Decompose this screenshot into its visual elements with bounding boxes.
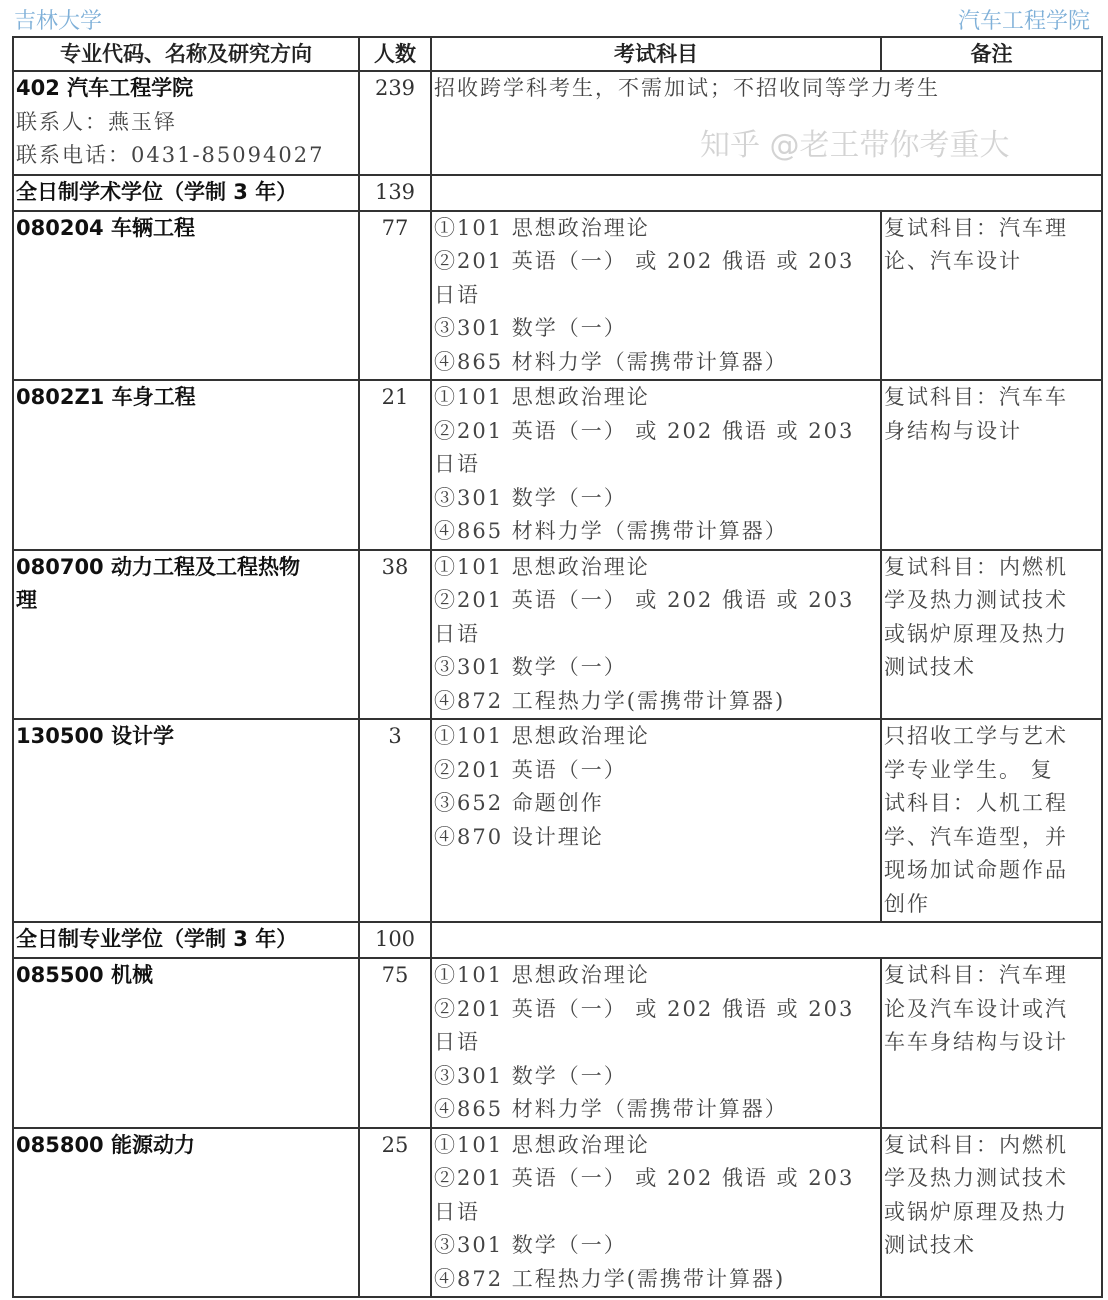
count-cell: 25: [359, 1128, 431, 1298]
col-major: 专业代码、名称及研究方向: [13, 37, 359, 71]
count-cell: 38: [359, 550, 431, 720]
count-cell: 75: [359, 958, 431, 1128]
cell-line: ①101 思想政治理论: [434, 554, 650, 579]
table-row: [13, 550, 1102, 720]
cell-line: 080204 车辆工程: [16, 215, 195, 240]
cell-line: 身结构与设计: [884, 418, 1022, 443]
cell-line: ④870 设计理论: [434, 824, 604, 849]
major-cell: [13, 958, 359, 1128]
exam-cell: [431, 958, 881, 1128]
cell-line: 或锅炉原理及热力: [884, 1199, 1068, 1224]
exam-cell: [431, 922, 1102, 958]
count-cell: 77: [359, 211, 431, 381]
major-cell: [13, 550, 359, 720]
major-cell: [13, 1128, 359, 1298]
cell-line: 复试科目：内燃机: [884, 1132, 1068, 1157]
exam-cell: [431, 380, 881, 550]
cell-line: 招收跨学科考生，不需加试；不招收同等学力考生: [434, 76, 940, 100]
cell-line: 或锅炉原理及热力: [884, 621, 1068, 646]
cell-line: 理: [16, 588, 37, 612]
cell-line: 080700 动力工程及工程热物: [16, 554, 300, 579]
cell-line: ②201 英语（一） 或 202 俄语 或 203: [434, 418, 855, 443]
cell-line: 全日制学术学位（学制 3 年）: [16, 180, 298, 204]
table-header: [13, 37, 1102, 71]
cell-line: ①101 思想政治理论: [434, 215, 650, 240]
cell-line: ①101 思想政治理论: [434, 385, 650, 409]
cell-line: 日语: [434, 621, 480, 646]
cell-line: 130500 设计学: [16, 724, 174, 748]
exam-cell: [431, 175, 1102, 211]
cell-line: 联系电话：0431-85094027: [16, 143, 325, 167]
note-cell: [881, 380, 1102, 550]
table-row: [13, 922, 1102, 958]
cell-line: ①101 思想政治理论: [434, 724, 650, 748]
cell-line: 学及热力测试技术: [884, 588, 1068, 612]
cell-line: 0802Z1 车身工程: [16, 385, 196, 409]
cell-line: ④865 材料力学（需携带计算器）: [434, 349, 788, 374]
cell-line: ③301 数学（一）: [434, 1063, 627, 1088]
count-cell: 21: [359, 380, 431, 550]
cell-line: 复试科目：汽车车: [884, 385, 1068, 409]
cell-line: 论、汽车设计: [884, 249, 1022, 273]
note-cell: [881, 958, 1102, 1128]
col-exam: 考试科目: [431, 37, 881, 71]
cell-line: ③301 数学（一）: [434, 1233, 627, 1257]
col-note: 备注: [881, 37, 1102, 71]
table-row: [13, 1128, 1102, 1298]
major-cell: [13, 719, 359, 922]
cell-line: 全日制专业学位（学制 3 年）: [16, 927, 298, 951]
cell-line: ④872 工程热力学(需携带计算器): [434, 688, 786, 713]
note-cell: [881, 550, 1102, 720]
count-cell: 3: [359, 719, 431, 922]
cell-line: 402 汽车工程学院: [16, 76, 194, 100]
cell-line: ④865 材料力学（需携带计算器）: [434, 519, 788, 543]
note-cell: [881, 1128, 1102, 1298]
watermark: 知乎 @老王带你考重大: [700, 128, 1010, 163]
table-row: [13, 175, 1102, 211]
major-cell: [13, 175, 359, 211]
table-row: [13, 380, 1102, 550]
note-cell: [881, 719, 1102, 922]
cell-line: 测试技术: [884, 1233, 976, 1257]
cell-line: 车车身结构与设计: [884, 1030, 1068, 1054]
cell-line: 现场加试命题作品: [884, 858, 1068, 882]
table-row: [13, 958, 1102, 1128]
cell-line: ③301 数学（一）: [434, 485, 627, 510]
major-cell: [13, 211, 359, 381]
exam-cell: [431, 550, 881, 720]
cell-line: 测试技术: [884, 655, 976, 679]
cell-line: 复试科目：汽车理: [884, 963, 1068, 987]
exam-cell: [431, 1128, 881, 1298]
cell-line: ③652 命题创作: [434, 791, 604, 815]
table-row: [13, 211, 1102, 381]
count-cell: 139: [359, 175, 431, 211]
cell-line: ③301 数学（一）: [434, 655, 627, 679]
cell-line: 学及热力测试技术: [884, 1166, 1068, 1190]
cell-line: 学专业学生。 复: [884, 757, 1054, 782]
cell-line: 论及汽车设计或汽: [884, 996, 1068, 1021]
cell-line: 复试科目：汽车理: [884, 215, 1068, 240]
count-cell: 239: [359, 71, 431, 175]
college-name: 汽车工程学院: [957, 9, 1090, 34]
cell-line: ②201 英语（一） 或 202 俄语 或 203: [434, 249, 855, 273]
cell-line: 学、汽车造型，并: [884, 824, 1068, 849]
cell-line: ①101 思想政治理论: [434, 963, 650, 987]
cell-line: ③301 数学（一）: [434, 316, 627, 340]
cell-line: ④872 工程热力学(需携带计算器): [434, 1266, 786, 1291]
note-cell: [881, 211, 1102, 381]
cell-line: 085500 机械: [16, 963, 153, 987]
cell-line: ②201 英语（一） 或 202 俄语 或 203: [434, 1166, 855, 1190]
table-row: [13, 719, 1102, 922]
cell-line: 085800 能源动力: [16, 1132, 195, 1157]
cell-line: 日语: [434, 1030, 480, 1054]
cell-line: 日语: [434, 282, 480, 307]
exam-cell: [431, 719, 881, 922]
cell-line: ②201 英语（一） 或 202 俄语 或 203: [434, 588, 855, 612]
count-cell: 100: [359, 922, 431, 958]
cell-line: 试科目：人机工程: [884, 791, 1068, 815]
exam-cell: [431, 211, 881, 381]
major-cell: [13, 380, 359, 550]
cell-line: ②201 英语（一） 或 202 俄语 或 203: [434, 996, 855, 1021]
cell-line: 只招收工学与艺术: [884, 724, 1068, 748]
major-cell: [13, 71, 359, 175]
admission-table: [12, 36, 1103, 1298]
cell-line: ②201 英语（一）: [434, 757, 627, 782]
cell-line: ①101 思想政治理论: [434, 1132, 650, 1157]
cell-line: 联系人：燕玉铎: [16, 109, 177, 134]
major-cell: [13, 922, 359, 958]
cell-line: 复试科目：内燃机: [884, 554, 1068, 579]
col-count: 人数: [359, 37, 431, 71]
university-name: 吉林大学: [14, 9, 103, 34]
cell-line: 创作: [884, 891, 930, 916]
cell-line: 日语: [434, 452, 480, 476]
cell-line: 日语: [434, 1199, 480, 1224]
cell-line: ④865 材料力学（需携带计算器）: [434, 1097, 788, 1121]
